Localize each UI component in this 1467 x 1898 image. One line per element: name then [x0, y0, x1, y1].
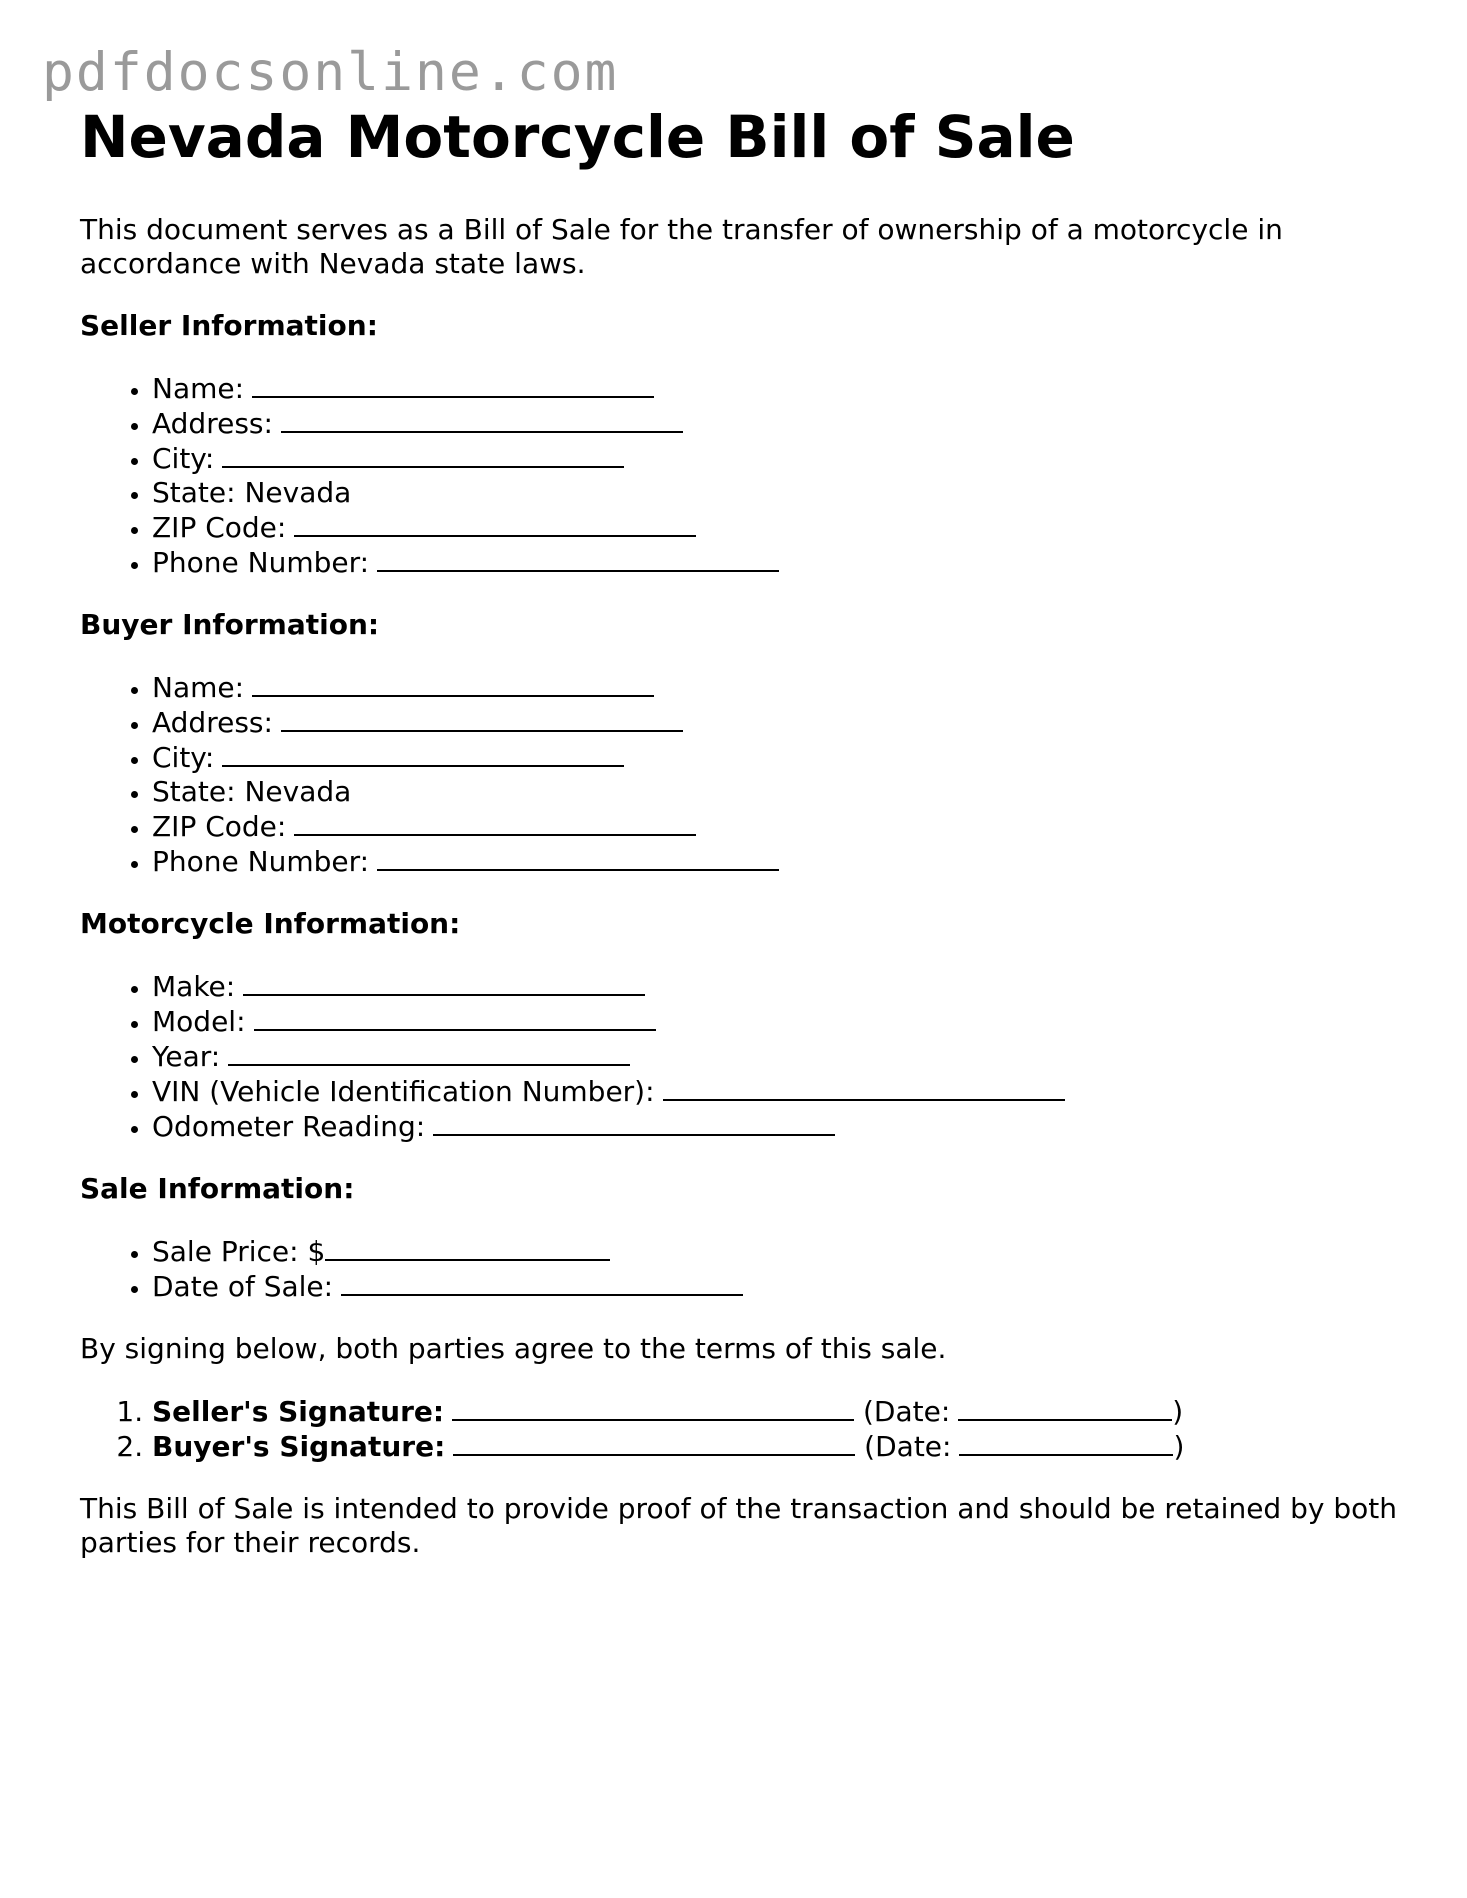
- seller-city-label: City:: [152, 441, 215, 475]
- seller-date-open: (Date:: [863, 1394, 951, 1428]
- buyer-phone-label: Phone Number:: [152, 844, 370, 878]
- motorcycle-heading: Motorcycle Information:: [80, 906, 461, 940]
- seller-signature-date-field[interactable]: [958, 1394, 1172, 1421]
- closing-paragraph: This Bill of Sale is intended to provide proof of the transaction and should be retained by both parties for their records.: [80, 1491, 1397, 1559]
- intro-paragraph: This document serves as a Bill of Sale for the transfer of ownership of a motorcycle in accordance with Nevada state laws.: [80, 212, 1283, 280]
- buyer-phone-field[interactable]: [377, 844, 779, 871]
- buyer-address-item: [152, 705, 1400, 740]
- buyer-zip-label: ZIP Code:: [152, 809, 287, 843]
- sale-date-label: Date of Sale:: [152, 1269, 334, 1303]
- buyer-signature-date-field[interactable]: [959, 1429, 1173, 1456]
- seller-address-field[interactable]: [281, 406, 683, 433]
- motorcycle-vin-field[interactable]: [663, 1074, 1065, 1101]
- buyer-signature-item: [152, 1429, 1400, 1464]
- buyer-address-label: Address:: [152, 705, 273, 739]
- motorcycle-odometer-field[interactable]: [433, 1109, 835, 1136]
- sale-price-label: Sale Price: $: [152, 1234, 326, 1268]
- seller-name-field[interactable]: [252, 371, 654, 398]
- seller-date-close: ): [1172, 1394, 1184, 1428]
- buyer-address-field[interactable]: [281, 705, 683, 732]
- buyer-name-label: Name:: [152, 670, 245, 704]
- seller-signature-label: Seller's Signature:: [152, 1394, 445, 1428]
- buyer-state-label: State: Nevada: [152, 774, 352, 808]
- buyer-city-item: [152, 740, 1400, 775]
- buyer-zip-field[interactable]: [294, 809, 696, 836]
- seller-address-item: [152, 406, 1400, 441]
- motorcycle-list: [80, 969, 1400, 1144]
- buyer-date-open: (Date:: [864, 1429, 952, 1463]
- sale-date-field[interactable]: [341, 1269, 743, 1296]
- buyer-zip-item: [152, 809, 1400, 844]
- sale-price-item: [152, 1234, 1400, 1269]
- motorcycle-year-field[interactable]: [228, 1039, 630, 1066]
- buyer-heading: Buyer Information:: [80, 607, 380, 641]
- seller-zip-label: ZIP Code:: [152, 510, 287, 544]
- seller-phone-label: Phone Number:: [152, 545, 370, 579]
- seller-heading: Seller Information:: [80, 308, 378, 342]
- motorcycle-year-label: Year:: [152, 1039, 221, 1073]
- motorcycle-odometer-label: Odometer Reading:: [152, 1109, 426, 1143]
- sale-list: [80, 1234, 1400, 1304]
- document-body: [80, 104, 1400, 1588]
- motorcycle-model-label: Model:: [152, 1004, 246, 1038]
- seller-list: [80, 371, 1400, 580]
- seller-phone-field[interactable]: [377, 545, 779, 572]
- motorcycle-make-label: Make:: [152, 969, 236, 1003]
- seller-city-item: [152, 441, 1400, 476]
- signature-list: [80, 1394, 1400, 1464]
- seller-phone-item: [152, 545, 1400, 580]
- motorcycle-model-item: [152, 1004, 1400, 1039]
- seller-zip-item: [152, 510, 1400, 545]
- seller-name-label: Name:: [152, 371, 245, 405]
- sale-date-item: [152, 1269, 1400, 1304]
- buyer-signature-label: Buyer's Signature:: [152, 1429, 446, 1463]
- sale-heading: Sale Information:: [80, 1171, 355, 1205]
- buyer-signature-field[interactable]: [453, 1429, 855, 1456]
- seller-state-label: State: Nevada: [152, 475, 352, 509]
- seller-state-item: [152, 476, 1400, 510]
- agreement-paragraph: By signing below, both parties agree to the terms of this sale.: [80, 1331, 947, 1365]
- buyer-date-close: ): [1173, 1429, 1185, 1463]
- buyer-city-label: City:: [152, 740, 215, 774]
- buyer-phone-item: [152, 844, 1400, 879]
- page-title: Nevada Motorcycle Bill of Sale: [80, 103, 1075, 171]
- seller-zip-field[interactable]: [294, 510, 696, 537]
- seller-address-label: Address:: [152, 406, 273, 440]
- motorcycle-vin-label: VIN (Vehicle Identification Number):: [152, 1074, 655, 1108]
- motorcycle-year-item: [152, 1039, 1400, 1074]
- seller-name-item: [152, 371, 1400, 406]
- motorcycle-model-field[interactable]: [254, 1004, 656, 1031]
- watermark: pdfdocsonline.com: [42, 42, 619, 103]
- seller-signature-field[interactable]: [452, 1394, 854, 1421]
- buyer-name-field[interactable]: [252, 670, 654, 697]
- motorcycle-make-item: [152, 969, 1400, 1004]
- motorcycle-vin-item: [152, 1074, 1400, 1109]
- buyer-list: [80, 670, 1400, 879]
- motorcycle-make-field[interactable]: [243, 969, 645, 996]
- seller-signature-item: [152, 1394, 1400, 1429]
- seller-city-field[interactable]: [222, 441, 624, 468]
- buyer-city-field[interactable]: [222, 740, 624, 767]
- buyer-state-item: [152, 775, 1400, 809]
- motorcycle-odometer-item: [152, 1109, 1400, 1144]
- buyer-name-item: [152, 670, 1400, 705]
- sale-price-field[interactable]: [325, 1234, 610, 1261]
